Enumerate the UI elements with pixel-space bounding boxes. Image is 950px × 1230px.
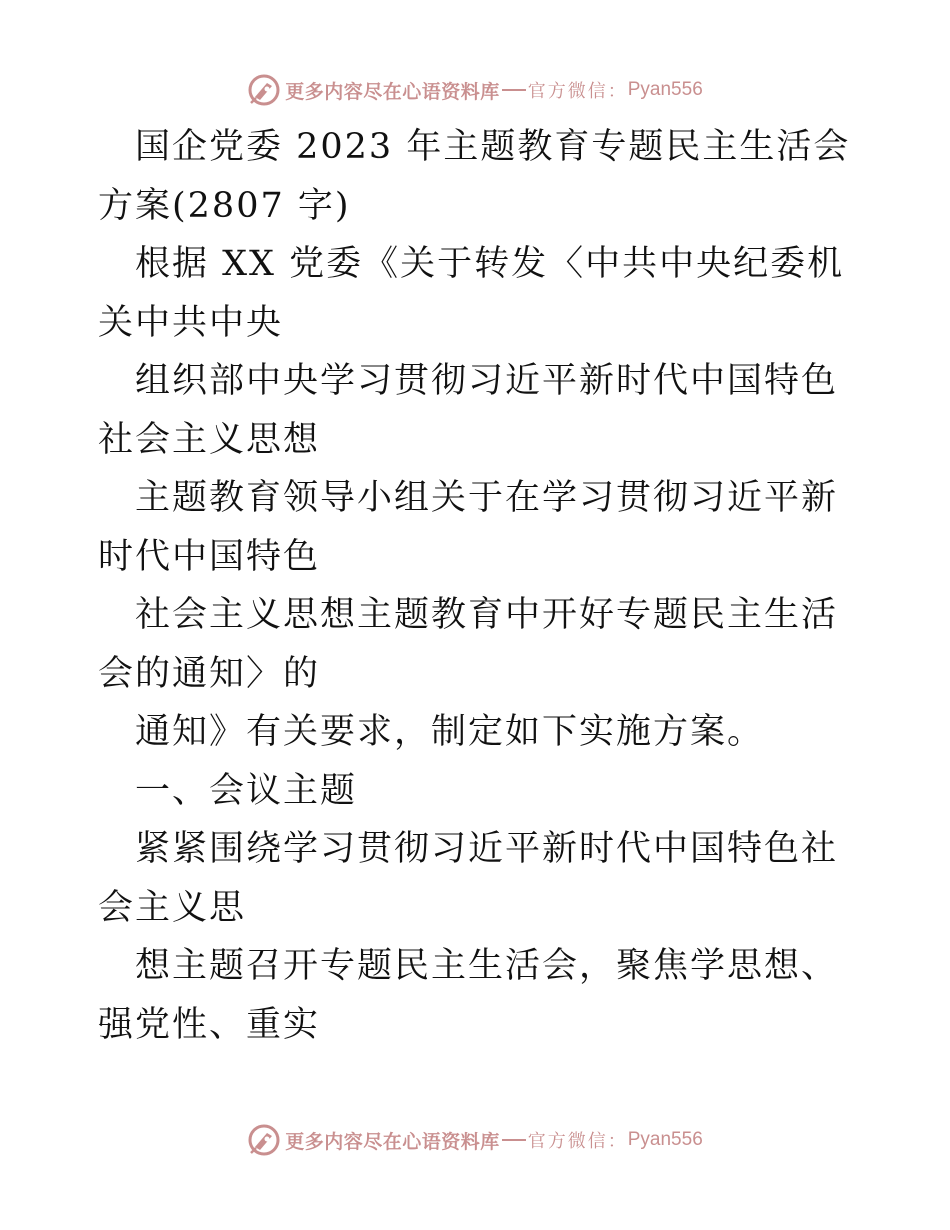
footer-watermark — [0, 1120, 950, 1160]
watermark-dash — [502, 89, 526, 91]
body-paragraph: 紧紧围绕学习贯彻习近平新时代中国特色社会主义思 — [98, 829, 839, 928]
body-paragraph: 组织部中央学习贯彻习近平新时代中国特色社会主义思想 — [98, 361, 839, 460]
pen-nib-seal-icon — [247, 1123, 281, 1157]
section-heading: 一、会议主题 — [135, 770, 358, 811]
watermark-dash — [502, 1139, 526, 1141]
body-paragraph: 想主题召开专题民主生活会，聚焦学思想、强党性、重实 — [98, 946, 839, 1045]
watermark-contact-label: 官方微信： — [527, 1131, 628, 1152]
watermark-contact-label: 官方微信： — [527, 81, 628, 102]
document-title: 国企党委 2023 年主题教育专题民主生活会方案(2807 字) — [98, 127, 851, 226]
body-paragraph: 通知》有关要求，制定如下实施方案。 — [135, 712, 765, 752]
body-paragraph: 主题教育领导小组关于在学习贯彻习近平新时代中国特色 — [98, 478, 839, 577]
body-paragraph: 社会主义思想主题教育中开好专题民主生活会的通知〉的 — [98, 595, 839, 694]
watermark-contact-id: Pyan556 — [627, 1129, 703, 1150]
pen-nib-seal-icon — [247, 73, 281, 107]
header-watermark — [0, 70, 950, 110]
body-paragraph: 根据 XX 党委《关于转发〈中共中央纪委机关中共中央 — [98, 244, 845, 343]
watermark-contact-id: Pyan556 — [627, 79, 703, 100]
watermark-site-text: 更多内容尽在心语资料库 — [285, 80, 500, 103]
watermark-site-text: 更多内容尽在心语资料库 — [285, 1130, 500, 1153]
document-body — [98, 118, 852, 1054]
